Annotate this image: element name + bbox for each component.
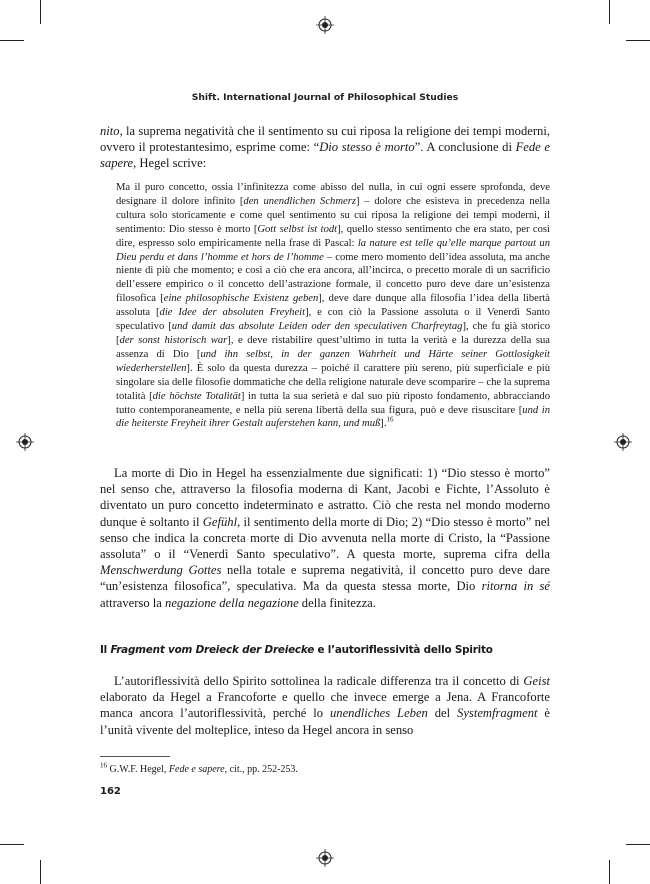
crop-mark: [609, 860, 610, 884]
crop-mark: [609, 0, 610, 24]
registration-mark-icon: [316, 16, 334, 34]
crop-mark: [40, 0, 41, 24]
section-title: Il Fragment vom Dreieck der Dreiecke e l’autoriflessività dello Spirito: [100, 644, 493, 656]
footnote: $^{16}$ G.W.F. Hegel, Fede e sapere, cit., pp. 252-253.: [100, 761, 298, 775]
running-header: Shift. International Journal of Philosophical Studies: [191, 92, 459, 103]
paragraph-1: nito, la suprema negatività che il sentimento su cui riposa la religione dei tempi moderni, ovvero il protestantesimo, esprime come: “Dio stesso è morto”. A conclusione di Fede e sapere, Hegel scrive:: [100, 124, 550, 171]
footnote-rule: [100, 756, 170, 757]
crop-mark: [40, 860, 41, 884]
paragraph-3: L’autoriflessività dello Spirito sottolinea la radicale differenza tra il concetto di Geist elaborato da Hegel a Francoforte e quello che invece emerge a Jena. A Francoforte manca ancora l’autoriflessività, perché lo unendliches Leben del Systemfragment è l’unità vivente del molteplice, inteso da Hegel ancora in senso: [100, 674, 550, 737]
registration-mark-icon: [316, 849, 334, 867]
page-number: 162: [100, 786, 121, 797]
crop-mark: [0, 844, 24, 845]
paragraph-2: La morte di Dio in Hegel ha essenzialmente due significati: 1) “Dio stesso è morto” nel senso che, attraverso la filosofia moderna di Kant, Jacobi e Fichte, l’Assoluto è diventato un puro concetto indeterminato e astratto. Ciò che resta nel mondo moderno dunque è soltanto il Gefühl, il sentimento della morte di Dio; 2) “Dio stesso è morto” nel senso che indica la concreta morte di Dio avvenuta nella morte di Cristo, la “Passione assoluta” o il “Venerdì Santo speculativo”. A questa morte, suprema cifra della Menschwerdung Gottes nella totale e suprema negatività, il concetto puro deve dare “un’esistenza filosofica”, speculativa. Ma da questa stessa morte, Dio ritorna in sé attraverso la negazione della negazione della finitezza.: [100, 466, 550, 610]
crop-mark: [0, 40, 24, 41]
crop-mark: [626, 40, 650, 41]
footnote-ref: 16: [386, 415, 394, 424]
registration-mark-icon: [16, 433, 34, 451]
block-quote: Ma il puro concetto, ossia l’infinitezza come abisso del nulla, in cui ogni essere sprofonda, deve designare il dolore infinito [den unendlichen Schmerz] – dolore che esisteva in precedenza nella cultura solo storicamente e come quel sentimento su cui riposa la religione dei tempi moderni, il sentimento: Dio stesso è morto [Gott selbst ist todt], quello stesso sentimento che era stato, per così dire, espresso solo empiricamente nella frase di Pascal: la nature est telle qu’elle marque partout un Dieu perdu et dans l’homme et hors de l’homme – come mero momento dell’idea assoluta, ma anche niente di più che momento; e così a ciò che era ancora, all’incirca, o precetto morale di un sacrificio dell’essere empirico o il concetto dell’astrazione formale, il concetto puro deve dare un’esistenza filosofica [eine philosophische Existenz geben], deve dare dunque alla filosofia l’idea della libertà assoluta [die Idee der absoluten Freyheit], e con ciò la Passione assoluta o il Venerdì Santo speculativo [und damit das absolute Leiden oder den speculativen Charfreytag], che fu già storico [der sonst historisch war], e deve ristabilire quest’ultimo in tutta la verità e la durezza della sua assenza di Dio [und ihn selbst, in der ganzen Wahrheit und Härte seiner Gottlosigkeit wiederherstellen]. È solo da questa durezza – poiché il carattere più sereno, più superficiale e più singolare sia delle filosofie dommatiche che della religione naturale deve scomparire – che la suprema totalità [die höchste Totalität] in tutta la sua serietà e dal suo più riposto fondamento, abbracciando tutto contemporaneamente, e nella più serena libertà della sua figura, può e deve risuscitare [und in die heiterste Freyheit ihrer Gestalt auferstehen kann, und muß].$^{16}$: [116, 182, 551, 430]
registration-mark-icon: [614, 433, 632, 451]
crop-mark: [626, 844, 650, 845]
